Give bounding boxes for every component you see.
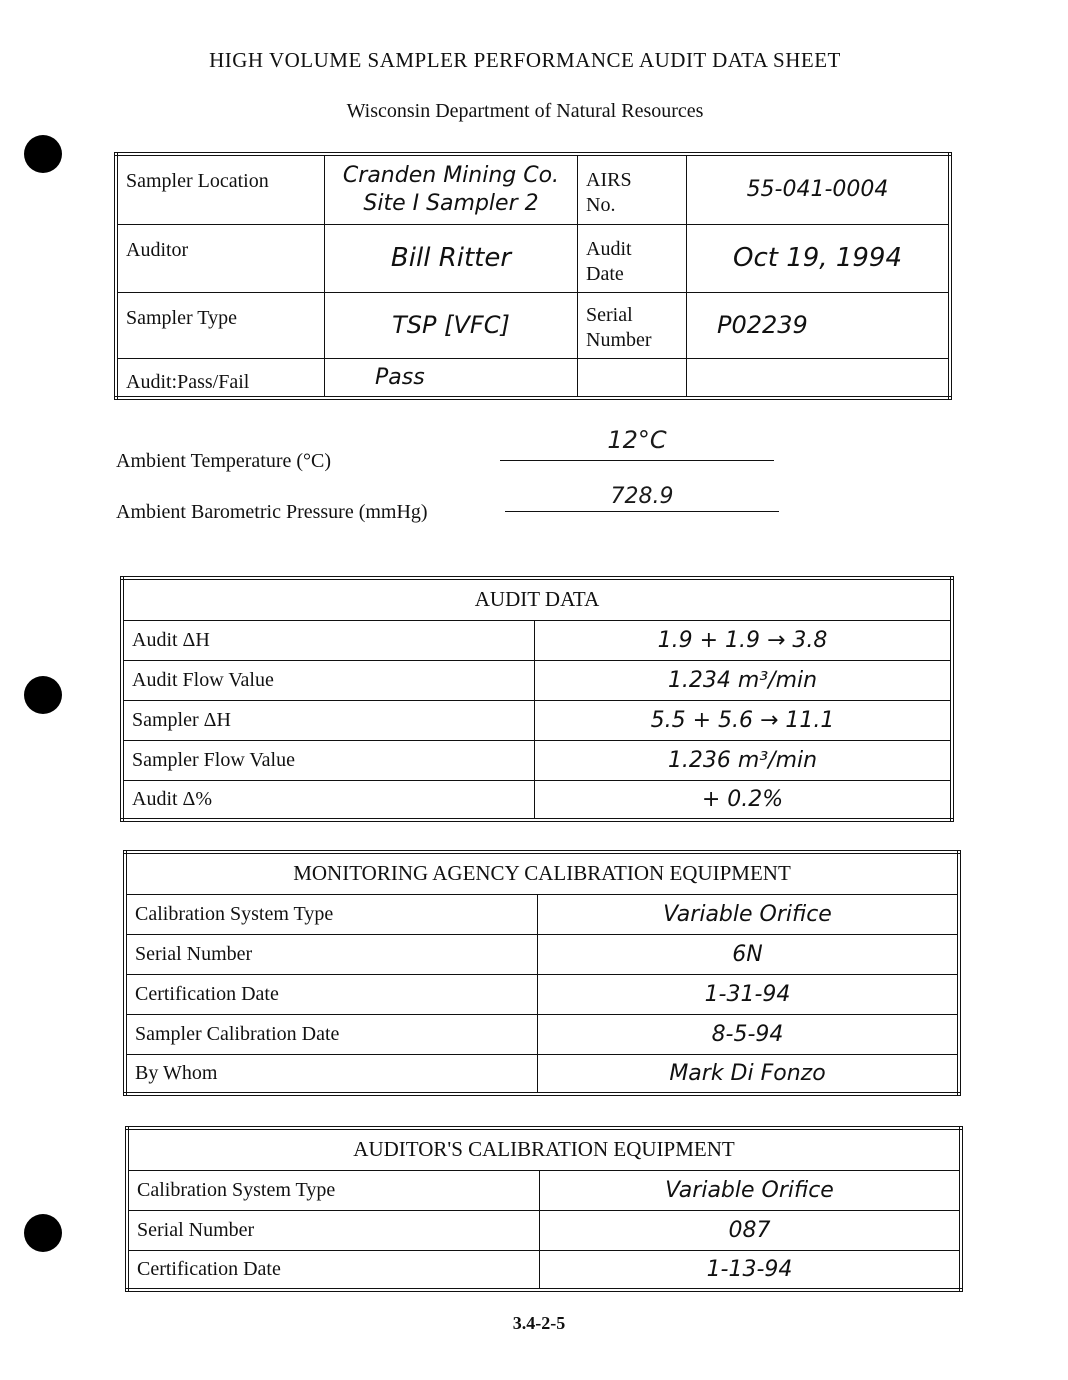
sampler-delta-h-label: Sampler ΔH [122, 700, 535, 740]
airs-value: 55-041-0004 [687, 154, 951, 224]
pass-fail-value: Pass [325, 358, 578, 398]
punch-hole-top [24, 135, 62, 173]
sampler-info-table [114, 152, 952, 400]
auditor-serial-number-value: 087 [540, 1210, 962, 1250]
ambient-temperature-value: 12°C [607, 426, 667, 454]
agency-serial-number-value: 6N [538, 934, 960, 974]
sampler-type-value: TSP [VFC] [325, 292, 578, 358]
agency-sampler-calibration-date-value: 8-5-94 [538, 1014, 960, 1054]
auditor-certification-date-value: 1-13-94 [540, 1250, 962, 1290]
page-number: 3.4-2-5 [512, 1313, 566, 1333]
punch-hole-bottom [24, 1214, 62, 1252]
agency-serial-number-label: Serial Number [125, 934, 538, 974]
auditor-certification-date-label: Certification Date [127, 1250, 540, 1290]
agency-calibration-title: MONITORING AGENCY CALIBRATION EQUIPMENT [125, 852, 959, 894]
page-title: HIGH VOLUME SAMPLER PERFORMANCE AUDIT DATA SHEET [209, 48, 841, 72]
ambient-temperature-line [500, 460, 774, 461]
agency-system-type-value: Variable Orifice [538, 894, 960, 934]
audit-delta-h-label: Audit ΔH [122, 620, 535, 660]
audit-flow-value-label: Audit Flow Value [122, 660, 535, 700]
agency-system-type-label: Calibration System Type [125, 894, 538, 934]
agency-sampler-calibration-date-label: Sampler Calibration Date [125, 1014, 538, 1054]
agency-certification-date-value: 1-31-94 [538, 974, 960, 1014]
agency-by-whom-label: By Whom [125, 1054, 538, 1094]
sampler-flow-value-label: Sampler Flow Value [122, 740, 535, 780]
sampler-delta-h-value: 5.5 + 5.6 → 11.1 [535, 700, 953, 740]
ambient-pressure-line [505, 511, 779, 512]
sampler-location-label: Sampler Location [116, 154, 325, 224]
auditor-serial-number-label: Serial Number [127, 1210, 540, 1250]
sampler-flow-value-value: 1.236 m³/min [535, 740, 953, 780]
auditor-label: Auditor [116, 224, 325, 292]
pass-fail-label: Audit:Pass/Fail [116, 358, 325, 398]
ambient-pressure-value: 728.9 [610, 484, 674, 509]
audit-date-value: Oct 19, 1994 [687, 224, 951, 292]
audit-data-table [120, 576, 954, 822]
auditor-calibration-title: AUDITOR'S CALIBRATION EQUIPMENT [127, 1128, 961, 1170]
auditor-system-type-label: Calibration System Type [127, 1170, 540, 1210]
airs-label: AIRS No. [578, 154, 687, 224]
punch-hole-middle [24, 676, 62, 714]
auditor-calibration-table [125, 1126, 963, 1292]
auditor-value: Bill Ritter [325, 224, 578, 292]
ambient-temperature-label: Ambient Temperature (°C) [116, 450, 332, 472]
serial-number-label: Serial Number [578, 292, 687, 358]
auditor-system-type-value: Variable Orifice [540, 1170, 962, 1210]
audit-delta-h-value: 1.9 + 1.9 → 3.8 [535, 620, 953, 660]
empty-cell [578, 358, 687, 398]
agency-certification-date-label: Certification Date [125, 974, 538, 1014]
sampler-type-label: Sampler Type [116, 292, 325, 358]
empty-cell [687, 358, 951, 398]
audit-delta-percent-label: Audit Δ% [122, 780, 535, 820]
page-subtitle: Wisconsin Department of Natural Resources [346, 100, 704, 122]
audit-date-label: Audit Date [578, 224, 687, 292]
sampler-location-value: Cranden Mining Co. Site I Sampler 2 [325, 154, 578, 224]
serial-number-value: P02239 [687, 292, 951, 358]
audit-delta-percent-value: + 0.2% [535, 780, 953, 820]
agency-by-whom-value: Mark Di Fonzo [538, 1054, 960, 1094]
ambient-pressure-label: Ambient Barometric Pressure (mmHg) [116, 501, 428, 523]
audit-flow-value-value: 1.234 m³/min [535, 660, 953, 700]
audit-data-title: AUDIT DATA [122, 578, 952, 620]
agency-calibration-table [123, 850, 961, 1096]
